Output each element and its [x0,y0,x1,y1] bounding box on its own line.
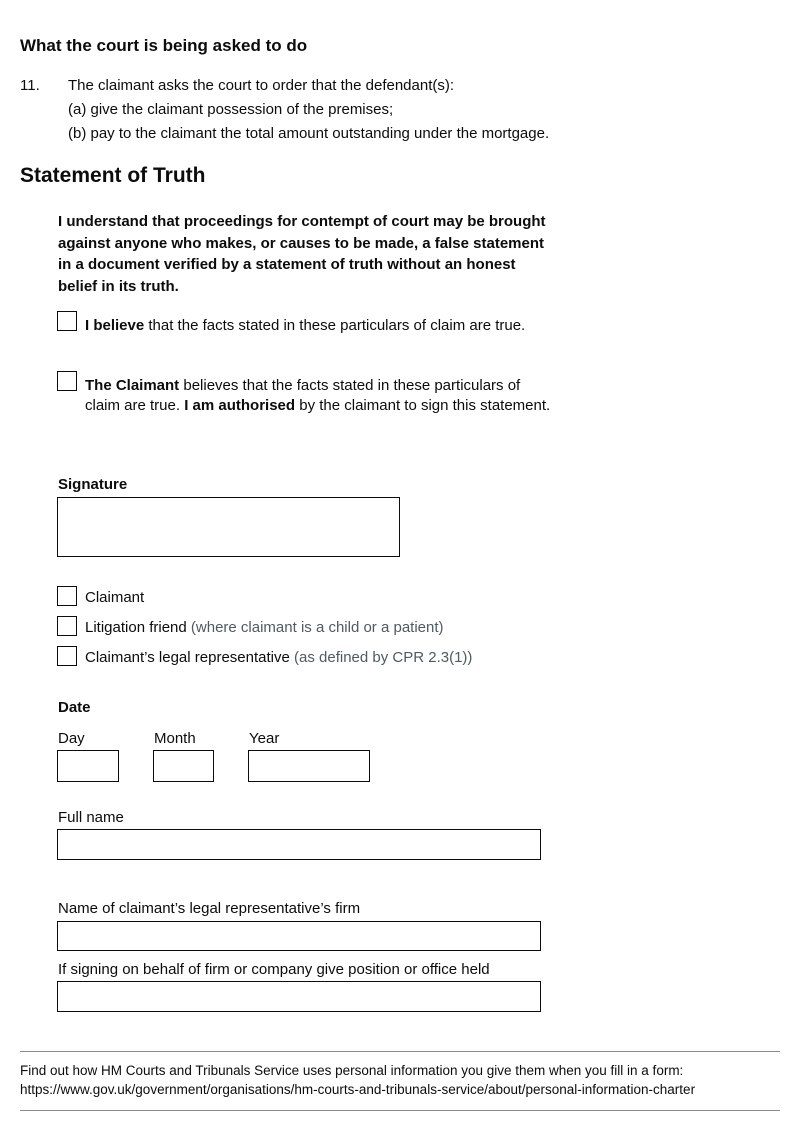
role-claimant-label [85,588,144,608]
role-litigation-friend-text: Litigation friend [85,619,187,636]
role-claimant-text: Claimant [85,589,145,606]
authorised-bold: I am authorised [184,397,296,414]
claimant-believes-text: believes that the facts stated in these particulars of claim are true. [85,377,521,414]
day-input[interactable] [57,750,119,782]
role-litigation-friend-checkbox[interactable] [57,616,77,636]
role-legal-rep-label [85,648,472,668]
footer-text: Find out how HM Courts and Tribunals Service uses personal information you give them when you fill in a form: [20,1063,684,1078]
role-legal-rep-text: Claimant’s legal representative [85,649,290,666]
role-litigation-friend-note: (where claimant is a child or a patient) [186,619,444,636]
contempt-warning: I understand that proceedings for contempt of court may be brought against anyone who makes, or causes to be made, a false statement in a document verified by a statement of truth without an honest belief in its truth. [58,213,546,295]
month-label: Month [154,730,196,747]
claimant-believes-statement [85,376,555,416]
position-input[interactable] [57,981,541,1012]
date-label: Date [58,699,91,716]
firm-name-input[interactable] [57,921,541,951]
i-believe-text: that the facts stated in these particulars of claim are true. [144,317,526,334]
i-believe-checkbox[interactable] [57,311,77,331]
claimant-believes-checkbox[interactable] [57,371,77,391]
court-request-point-a: (a) give the claimant possession of the premises; [68,101,394,118]
court-request-heading: What the court is being asked to do [20,36,308,55]
role-litigation-friend-label [85,618,444,638]
statement-of-truth-heading: Statement of Truth [20,164,206,187]
item-number: 11. [20,77,40,94]
full-name-input[interactable] [57,829,541,860]
full-name-label: Full name [58,809,124,826]
firm-name-label: Name of claimant’s legal representative’s firm [58,900,361,917]
year-label: Year [249,730,280,747]
role-claimant-checkbox[interactable] [57,586,77,606]
role-legal-rep-note: (as defined by CPR 2.3(1)) [289,649,473,666]
role-legal-rep-checkbox[interactable] [57,646,77,666]
footer-url[interactable]: https://www.gov.uk/government/organisations/hm-courts-and-tribunals-service/about/personal-information-charter [20,1082,696,1097]
authorised-text: by the claimant to sign this statement. [295,397,551,414]
day-label: Day [58,730,85,747]
claimant-bold: The Claimant [85,377,180,394]
footer-top-divider [20,1051,780,1052]
footer-bottom-divider [20,1110,780,1111]
signature-input[interactable] [57,497,400,557]
i-believe-statement [85,316,555,336]
signature-label: Signature [58,476,128,493]
month-input[interactable] [153,750,214,782]
court-request-intro: The claimant asks the court to order that the defendant(s): [68,77,455,94]
year-input[interactable] [248,750,370,782]
court-request-point-b: (b) pay to the claimant the total amount outstanding under the mortgage. [68,125,550,142]
footer-info [20,1061,695,1099]
position-label: If signing on behalf of firm or company give position or office held [58,961,490,978]
i-believe-bold: I believe [85,317,145,334]
